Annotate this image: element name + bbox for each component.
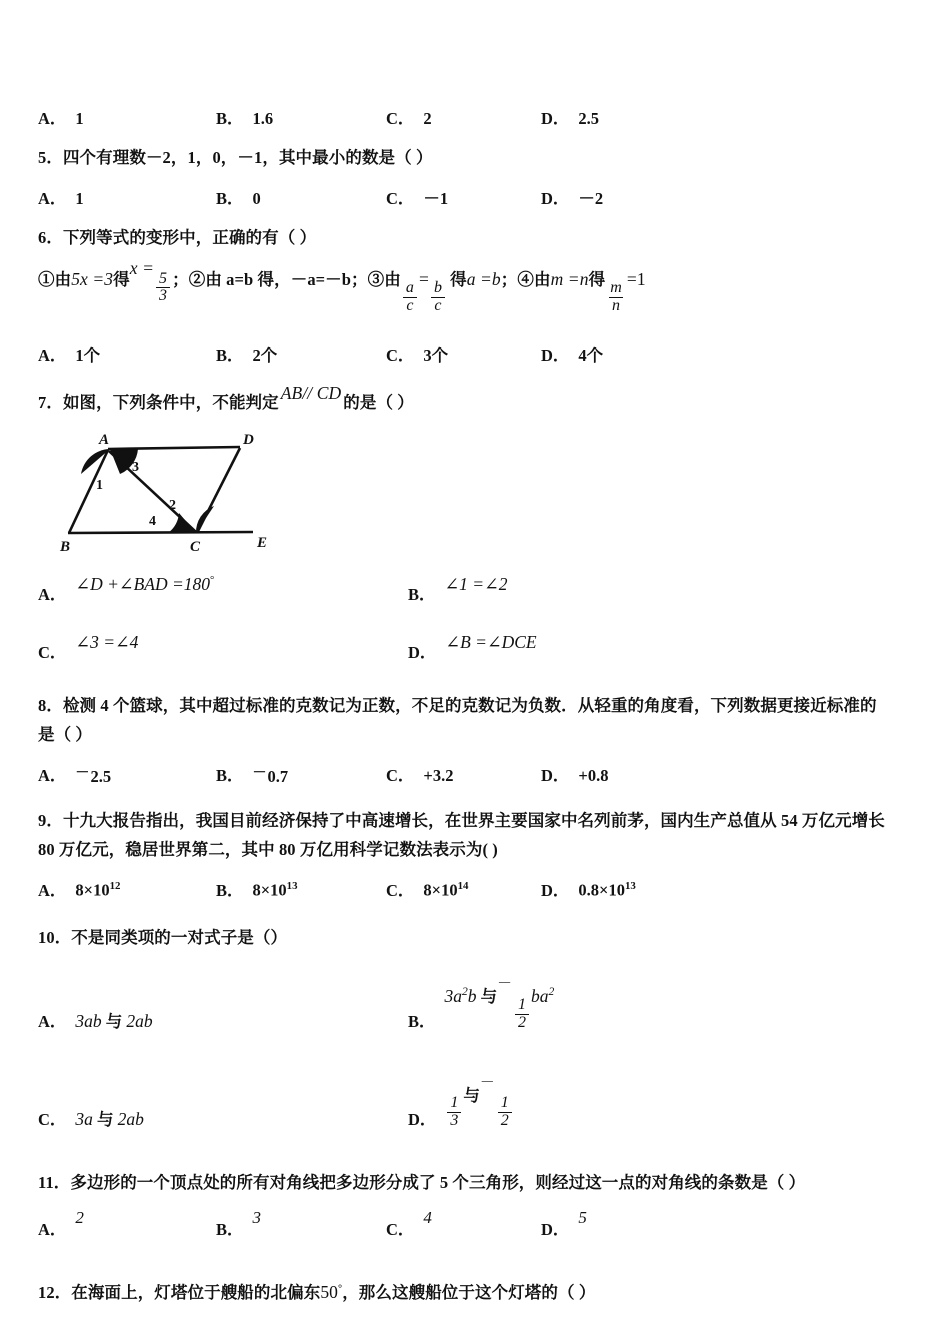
option-a-text: ∠D +∠BAD =180 (75, 574, 211, 595)
option-b-label: B． (408, 1011, 436, 1031)
option-b-label: B． (408, 585, 436, 605)
option-d[interactable] (408, 1074, 514, 1130)
option-a-conjunction: 与 (101, 1011, 127, 1031)
item-3-semicolon: ； (500, 270, 518, 290)
option-b-label: B． (216, 1220, 244, 1240)
denominator: 2 (515, 1014, 529, 1032)
parallel-lines-diagram (38, 427, 338, 559)
option-b[interactable] (408, 574, 508, 605)
option-d[interactable] (408, 632, 537, 663)
option-b-conjunction: 与 (476, 987, 498, 1007)
option-a-label: A． (38, 1011, 67, 1031)
option-c-exponent: 14 (457, 880, 469, 893)
denominator: 3 (447, 1112, 461, 1130)
degree-sign: ° (338, 1283, 343, 1295)
option-b-minus-sign: － (497, 976, 513, 993)
option-c-label: C． (386, 880, 415, 900)
question-12-stem-after: ，那么这艘船位于这个灯塔的（ ） (342, 1283, 596, 1303)
denominator: 2 (498, 1112, 512, 1130)
option-d-label: D． (541, 109, 570, 128)
denominator: 3 (156, 287, 170, 305)
question-list (38, 92, 922, 1307)
option-b[interactable] (216, 877, 386, 901)
option-d[interactable] (541, 105, 599, 129)
vertex-label-d: D (243, 432, 254, 449)
option-b-label: B． (216, 188, 244, 208)
option-a-number: 2.5 (90, 766, 112, 786)
option-b-value: 2个 (252, 346, 278, 366)
option-c[interactable] (38, 632, 408, 663)
option-a-label: A． (38, 766, 67, 786)
question-5-stem: 5．四个有理数－2，1，0，－1，其中最小的数是（ ） (38, 148, 433, 167)
option-d-label: D． (541, 766, 570, 786)
option-a[interactable] (38, 1208, 216, 1240)
numerator: m (610, 279, 622, 297)
option-a[interactable] (38, 105, 216, 129)
item-1-equation: 5x =3 (71, 269, 114, 290)
option-a[interactable] (38, 877, 216, 901)
option-b-left-exponent: 2 (462, 986, 468, 999)
question-11-options (38, 1208, 922, 1240)
option-c-right-term: 2ab (117, 1108, 144, 1129)
question-9-options (38, 877, 922, 901)
option-c[interactable] (38, 1080, 408, 1130)
item-4-condition: m =n (550, 269, 589, 290)
numerator: 1 (450, 1094, 459, 1112)
option-a-label: A． (38, 188, 67, 208)
option-c[interactable] (386, 342, 541, 366)
option-d-value: 4个 (578, 346, 604, 366)
option-c-value (423, 880, 468, 901)
option-d-value: 2.5 (578, 109, 600, 128)
item-1-de: 得 (113, 270, 130, 290)
question-7-figure (38, 427, 338, 559)
option-a[interactable] (38, 185, 216, 209)
option-c-value: 4 (423, 1208, 432, 1228)
question-7-parallel-expression: AB// CD (280, 383, 342, 404)
option-c[interactable] (386, 185, 541, 209)
question-9-stem-line-1: 9．十九大报告指出，我国目前经济保持了中高速增长，在世界主要国家中名列前茅，国内生产总值从 54 万亿元增长 (38, 811, 885, 831)
item-4-prefix: ④由 (517, 270, 551, 290)
option-d-value: －2 (578, 188, 604, 208)
option-a-value (75, 1008, 152, 1032)
option-b-value (444, 976, 555, 1031)
option-c-label: C． (38, 643, 67, 663)
option-b-label: B． (216, 109, 244, 128)
question-4-options (38, 105, 922, 129)
option-a-value: 2 (75, 1208, 84, 1228)
item-1-x: x = (129, 258, 155, 279)
option-a-label: A． (38, 585, 67, 605)
angle-label-4: 4 (149, 514, 156, 530)
numerator: 5 (159, 269, 168, 287)
option-b[interactable] (216, 185, 386, 209)
question-7-options-row-1 (38, 574, 922, 605)
question-8-options (38, 762, 922, 787)
option-d[interactable] (541, 877, 636, 901)
option-d-value: ∠B =∠DCE (445, 632, 537, 653)
option-d-label: D． (541, 1220, 570, 1240)
question-8-stem-line-2: 是（ ） (38, 724, 93, 744)
option-d[interactable] (541, 1208, 587, 1240)
option-a-right-term: 2ab (126, 1010, 153, 1031)
question-10-options-row-1 (38, 976, 922, 1031)
option-d[interactable] (541, 762, 608, 786)
option-b[interactable] (216, 762, 386, 787)
question-11-stem: 11．多边形的一个顶点处的所有对角线把多边形分成了 5 个三角形，则经过这一点的对角线的条数是（ ） (38, 1172, 806, 1192)
option-b-right-exponent: 2 (548, 986, 555, 999)
option-d-conjunction: 与 (463, 1085, 480, 1105)
line-ad (108, 447, 240, 449)
raised-minus-sign: － (252, 765, 267, 781)
fraction-m-n (607, 280, 625, 314)
option-d-label: D． (541, 188, 570, 208)
option-c[interactable] (386, 877, 541, 901)
option-c-label: C． (386, 346, 415, 366)
option-c[interactable] (386, 105, 541, 129)
option-a-base: 8×10 (75, 880, 110, 900)
option-a-value (75, 574, 214, 595)
fraction-one-third (447, 1095, 461, 1129)
angle-label-2: 2 (169, 498, 176, 514)
option-c-left-term: 3a (75, 1108, 93, 1129)
option-a-label: A． (38, 109, 67, 128)
line-bce (68, 532, 253, 533)
option-d-label: D． (541, 346, 570, 366)
option-a-value: 1 (75, 109, 84, 128)
option-a[interactable] (38, 342, 216, 366)
denominator: n (609, 297, 623, 315)
raised-minus-sign: － (75, 765, 90, 781)
option-c-base: 8×10 (423, 880, 458, 900)
option-c-value: +3.2 (423, 766, 454, 786)
option-a-value (75, 880, 120, 901)
option-b-value (253, 762, 289, 787)
question-7-stem-before: 7．如图，下列条件中，不能判定 (38, 393, 279, 413)
option-c-value: ∠3 =∠4 (75, 632, 139, 653)
fraction-5-3 (156, 271, 170, 305)
item-3-equals: = (418, 269, 429, 290)
option-a-exponent: 12 (109, 880, 121, 893)
option-a-label: A． (38, 1220, 67, 1240)
question-12-angle-value: 50 (320, 1282, 339, 1303)
option-c-label: C． (386, 1220, 415, 1240)
option-c-value: 3个 (423, 346, 449, 366)
numerator: b (433, 279, 443, 297)
option-c-label: C． (38, 1109, 67, 1129)
question-7-stem (38, 383, 922, 417)
question-12-stem-before: 12．在海面上，灯塔位于艘船的北偏东 (38, 1283, 321, 1303)
question-12-stem (38, 1278, 922, 1307)
item-4-result: =1 (626, 269, 646, 290)
option-b-base: 8×10 (252, 880, 287, 900)
item-1-semicolon: ； (172, 270, 189, 290)
option-d-value: 5 (578, 1208, 587, 1228)
degree-sign: ° (210, 574, 215, 587)
option-c[interactable] (386, 762, 541, 786)
option-d[interactable] (541, 342, 603, 366)
numerator: 1 (500, 1094, 509, 1112)
fraction-b-c (431, 280, 445, 314)
option-d-label: D． (408, 643, 437, 663)
option-d-label: D． (408, 1109, 437, 1129)
line-dc (197, 448, 240, 533)
option-a-value (75, 762, 111, 787)
angle-label-1: 1 (96, 478, 103, 494)
item-1-prefix: ①由 (38, 270, 72, 290)
option-b-value: ∠1 =∠2 (444, 574, 508, 595)
question-7-options-row-2 (38, 632, 922, 663)
option-c-label: C． (386, 109, 415, 128)
vertex-label-b: B (60, 539, 71, 556)
option-b-number: 0.7 (267, 766, 289, 786)
question-8-stem-line-1: 8．检测 4 个篮球，其中超过标准的克数记为正数，不足的克数记为负数．从轻重的角度看，下列数据更接近标准的 (38, 696, 877, 716)
option-d[interactable] (541, 185, 603, 209)
numerator: a (405, 279, 414, 297)
option-b-label: B． (216, 880, 244, 900)
option-d-value: +0.8 (578, 766, 609, 786)
option-a-value: 1个 (75, 346, 101, 366)
option-d-value (445, 1074, 513, 1130)
item-2: ②由 a=b 得，－a=－b； (188, 270, 368, 290)
option-c-value (75, 1106, 144, 1130)
item-3-de: 得 (450, 270, 467, 290)
option-b[interactable] (408, 976, 555, 1031)
option-d-value (578, 880, 635, 901)
vertex-label-e: E (257, 535, 268, 552)
item-4-de: 得 (588, 270, 606, 290)
option-b-value (253, 880, 298, 901)
option-b-label: B． (216, 766, 244, 786)
vertex-label-c: C (190, 539, 201, 556)
option-b[interactable] (216, 342, 386, 366)
numerator: 1 (518, 996, 527, 1014)
option-d-minus-sign: － (479, 1074, 495, 1091)
angle-label-3: 3 (132, 460, 139, 476)
option-c[interactable] (386, 1208, 541, 1240)
option-a[interactable] (38, 574, 408, 605)
option-b-label: B． (216, 346, 244, 366)
option-c-value: 2 (423, 109, 432, 128)
option-a-value: 1 (75, 188, 84, 208)
option-a-left-term: 3ab (75, 1010, 102, 1031)
option-a[interactable] (38, 981, 408, 1031)
denominator: c (403, 297, 416, 315)
question-7-stem-after: 的是（ ） (343, 393, 414, 413)
item-3-prefix: ③由 (367, 270, 401, 290)
option-c-label: C． (386, 766, 415, 786)
option-b-value: 0 (252, 188, 261, 208)
question-10-stem: 10．不是同类项的一对式子是（） (38, 927, 288, 947)
option-c-conjunction: 与 (92, 1109, 118, 1129)
item-3-result: a =b (466, 269, 501, 290)
question-6-equations (38, 258, 922, 314)
option-b-left-tail: b (467, 986, 477, 1007)
denominator: c (431, 297, 444, 315)
shaded-angle-dcb-2 (168, 513, 196, 533)
option-d-base: 0.8×10 (578, 880, 625, 900)
option-b-exponent: 13 (286, 880, 298, 893)
question-10-options-row-2 (38, 1074, 922, 1130)
question-5-options (38, 185, 922, 209)
question-6-stem: 6．下列等式的变形中，正确的有（ ） (38, 227, 317, 247)
fraction-a-c (403, 280, 417, 314)
question-6-options (38, 342, 922, 366)
option-d-label: D． (541, 880, 570, 900)
option-a[interactable] (38, 762, 216, 787)
vertex-label-a: A (99, 432, 110, 449)
option-b[interactable] (216, 105, 386, 129)
fraction-one-half (515, 997, 529, 1031)
option-c-value: －1 (423, 188, 449, 208)
option-b-left-base: 3a (444, 986, 463, 1007)
option-d-exponent: 13 (624, 880, 636, 893)
option-b-value: 1.6 (252, 109, 274, 128)
option-c-label: C． (386, 188, 415, 208)
option-b-value: 3 (252, 1208, 262, 1228)
question-9-stem-line-2: 80 万亿元，稳居世界第二，其中 80 万亿用科学记数法表示为( ) (38, 840, 498, 860)
option-a-label: A． (38, 346, 67, 366)
option-b[interactable] (216, 1208, 386, 1240)
option-a-label: A． (38, 880, 67, 900)
fraction-one-half-2 (498, 1095, 512, 1129)
option-b-right-term: ba (531, 986, 549, 1007)
